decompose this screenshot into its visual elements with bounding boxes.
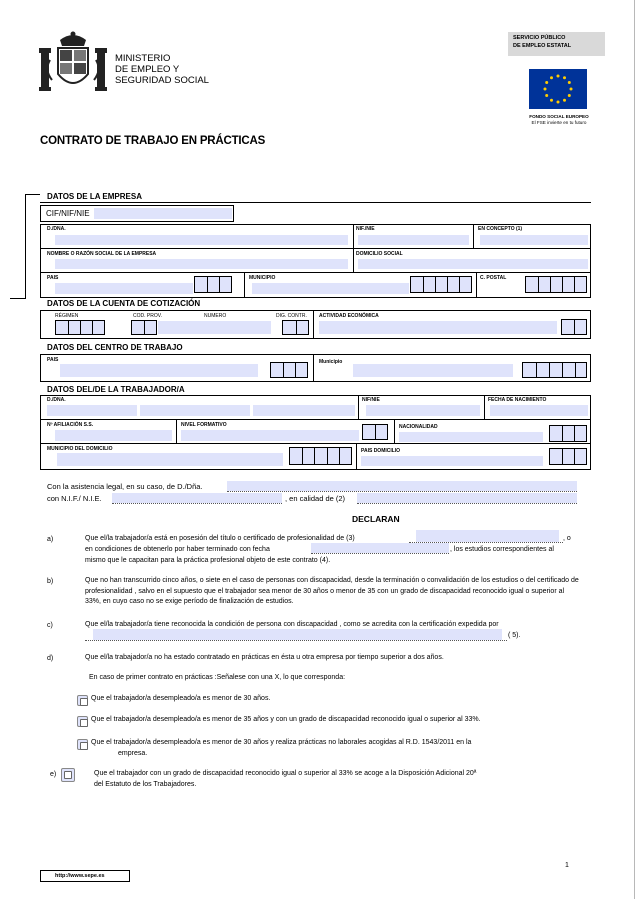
nivel-formativo-label: NIVEL FORMATIVO xyxy=(181,422,227,428)
fecha-nacimiento-label: FECHA DE NACIMIENTO xyxy=(488,397,547,403)
domicilio-social-input[interactable] xyxy=(358,259,588,269)
fecha-terminacion-input[interactable] xyxy=(311,543,449,553)
empresa-nif-label: NIF./NIE xyxy=(356,226,375,232)
empresa-dna-input[interactable] xyxy=(55,235,348,245)
clause-a-line-1-end: , o xyxy=(563,535,571,542)
nacionalidad-label: NACIONALIDAD xyxy=(399,424,438,430)
clause-a-line-2: en condiciones de obtenerlo por haber terminado con fecha xyxy=(85,546,270,553)
empresa-pais-code[interactable] xyxy=(194,276,232,293)
municipio-domicilio-code[interactable] xyxy=(289,447,352,465)
nivel-formativo-input[interactable] xyxy=(181,430,359,441)
cif-input[interactable] xyxy=(94,208,232,219)
centro-municipio-input[interactable] xyxy=(353,364,513,377)
page-number: 1 xyxy=(565,862,569,869)
clause-a-line-2-end: , los estudios correspondientes al xyxy=(450,546,554,553)
option-2-label: Que el trabajador/a desempleado/a es menor de 35 años y con un grado de discapacidad reconocido igual o superior al 33%. xyxy=(91,716,481,723)
c-postal-input[interactable] xyxy=(525,276,587,293)
empresa-municipio-input[interactable] xyxy=(252,283,409,294)
centro-municipio-code[interactable] xyxy=(522,362,587,378)
option-3-checkbox[interactable] xyxy=(77,739,88,750)
regimen-input[interactable] xyxy=(55,320,105,335)
dig-contr-label: DIG. CONTR. xyxy=(276,313,307,319)
ministry-line-2: DE EMPLEO Y xyxy=(115,64,180,75)
afiliacion-label: Nº AFILIACIÓN S.S. xyxy=(47,422,94,428)
afiliacion-input[interactable] xyxy=(55,430,172,441)
clause-d-text: Que el/la trabajador/a no ha estado contratado en prácticas en ésta u otra empresa por tiempo superior a dos años. xyxy=(85,654,444,661)
nacionalidad-input[interactable] xyxy=(399,432,543,442)
pais-domicilio-label: PAIS DOMICILIO xyxy=(361,448,401,454)
clause-c-line-1: Que el/la trabajador/a tiene reconocida la condición de persona con discapacidad , como se acredita con la certificación expedida por xyxy=(85,621,499,628)
clause-e-line-1: Que el trabajador con un grado de discapacidad reconocido igual o superior al 33% se acoge a la Disposición Adicional 20ª xyxy=(94,770,477,777)
trabajador-heading: DATOS DEL/DE LA TRABAJADOR/A xyxy=(47,385,185,394)
clause-d-letter: d) xyxy=(47,655,54,662)
fse-line-2: El FSE invierte en tu futuro xyxy=(531,120,587,125)
option-2-checkbox[interactable] xyxy=(77,716,88,727)
clause-a-letter: a) xyxy=(47,536,54,543)
clause-c-letter: c) xyxy=(47,622,53,629)
en-concepto-label: EN CONCEPTO (1) xyxy=(478,226,523,232)
pais-domicilio-input[interactable] xyxy=(361,456,543,466)
municipio-domicilio-label: MUNICIPIO DEL DOMICILIO xyxy=(47,446,113,452)
trabajador-nif-label: NIF/NIE xyxy=(362,397,380,403)
clause-d-first: En caso de primer contrato en prácticas :Señalese con una X, lo que corresponda: xyxy=(89,674,346,681)
ministry-line-1: MINISTERIO xyxy=(115,53,171,64)
fecha-nacimiento-input[interactable] xyxy=(490,405,588,416)
centro-pais-input[interactable] xyxy=(60,364,258,377)
trabajador-nombre-input[interactable] xyxy=(47,405,137,416)
razon-social-label: NOMBRE O RAZÓN SOCIAL DE LA EMPRESA xyxy=(47,251,157,257)
pais-domicilio-code[interactable] xyxy=(549,448,587,465)
option-1-checkbox[interactable] xyxy=(77,695,88,706)
clause-e-letter: e) xyxy=(50,771,57,778)
empresa-municipio-code[interactable] xyxy=(410,276,472,293)
sepe-line-1: SERVICIO PÚBLICO xyxy=(513,35,566,41)
asistencia-line-2b: , en calidad de (2) xyxy=(285,494,346,503)
asistente-nombre-input[interactable] xyxy=(227,481,577,491)
domicilio-social-label: DOMICILIO SOCIAL xyxy=(356,251,403,257)
empresa-municipio-label: MUNICIPIO xyxy=(249,275,276,281)
actividad-code[interactable] xyxy=(561,319,587,335)
clause-b-letter: b) xyxy=(47,578,54,585)
option-e-checkbox[interactable] xyxy=(61,768,75,782)
asistente-nif-input[interactable] xyxy=(112,493,282,503)
sepe-badge xyxy=(508,32,605,56)
clause-a-line-3: mismo que le capacitan para la práctica profesional objeto de este contrato (4). xyxy=(85,557,331,564)
empresa-dna-label: D./DNA. xyxy=(47,226,66,232)
empresa-pais-label: PAIS xyxy=(47,275,59,281)
municipio-domicilio-input[interactable] xyxy=(57,453,283,466)
trabajador-apellido1-input[interactable] xyxy=(140,405,250,416)
dig-contr-input[interactable] xyxy=(282,320,309,335)
option-3-line-1: Que el trabajador/a desempleado/a es menor de 30 años y realiza prácticas no laborales acogidas al R.D. 1543/2011 en la xyxy=(91,739,472,746)
certificacion-input[interactable] xyxy=(93,629,502,640)
cotizacion-heading: DATOS DE LA CUENTA DE COTIZACIÓN xyxy=(47,299,201,308)
clause-c-line-2-end: ( 5). xyxy=(508,632,521,639)
actividad-input[interactable] xyxy=(319,321,557,334)
en-concepto-input[interactable] xyxy=(480,235,588,245)
cod-prov-input[interactable] xyxy=(131,320,157,335)
cod-prov-label: COD. PROV. xyxy=(133,313,162,319)
ministry-line-3: SEGURIDAD SOCIAL xyxy=(115,75,209,86)
trabajador-apellido2-input[interactable] xyxy=(253,405,355,416)
titulo-input[interactable] xyxy=(416,530,559,542)
razon-social-input[interactable] xyxy=(55,259,348,269)
centro-pais-label: PAIS xyxy=(47,357,59,363)
eu-flag-icon xyxy=(529,69,587,109)
footer-url-box xyxy=(40,870,130,882)
empresa-heading: DATOS DE LA EMPRESA xyxy=(47,192,142,201)
sepe-line-2: DE EMPLEO ESTATAL xyxy=(513,43,572,49)
regimen-label: RÉGIMEN xyxy=(55,313,79,319)
centro-heading: DATOS DEL CENTRO DE TRABAJO xyxy=(47,343,183,352)
numero-label: NUMERO xyxy=(204,313,227,319)
footer-url[interactable]: http://www.sepe.es xyxy=(55,873,105,879)
asistente-calidad-input[interactable] xyxy=(357,493,577,503)
option-3-line-2: empresa. xyxy=(118,750,148,757)
clause-a-line-1: Que el/la trabajador/a está en posesión del título o certificado de profesionalidad de (3) xyxy=(85,535,355,542)
option-1-label: Que el trabajador/a desempleado/a es menor de 30 años. xyxy=(91,695,271,702)
empresa-nif-input[interactable] xyxy=(358,235,469,245)
trabajador-nif-input[interactable] xyxy=(366,405,480,416)
page-title: CONTRATO DE TRABAJO EN PRÁCTICAS xyxy=(40,135,266,147)
clause-b-text: Que no han transcurrido cinco años, o siete en el caso de personas con discapacidad, desde la terminación o convalidación de los estudios o del certificado de profesionalidad , salvo en el supuesto que el trabajador sea menor de 30 años o menor de 35 con un grado de discapacidad reconocido igual o superior al 33%, en cuyo caso no se exige período de finalización de estudios. xyxy=(85,577,579,605)
c-postal-label: C. POSTAL xyxy=(480,275,507,281)
cif-label: CIF/NIF/NIE xyxy=(46,209,90,218)
trabajador-dna-label: D./DNA. xyxy=(47,397,66,403)
asistencia-line-2a: con N.I.F./ N.I.E. xyxy=(47,494,102,503)
fse-line-1: FONDO SOCIAL EUROPEO xyxy=(529,114,589,119)
centro-pais-code[interactable] xyxy=(270,362,308,378)
nacionalidad-code[interactable] xyxy=(549,425,587,442)
empresa-pais-input[interactable] xyxy=(55,283,193,294)
declaran-heading: DECLARAN xyxy=(352,514,400,524)
nivel-formativo-code[interactable] xyxy=(362,424,388,440)
actividad-label: ACTIVIDAD ECONÓMICA xyxy=(319,313,379,319)
coat-of-arms-icon xyxy=(38,30,108,94)
clause-e-line-2: del Estatuto de los Trabajadores. xyxy=(94,781,197,788)
centro-municipio-label: Municipio xyxy=(319,359,343,365)
asistencia-line-1: Con la asistencia legal, en su caso, de D./Dña. xyxy=(47,482,203,491)
numero-input[interactable] xyxy=(158,321,271,334)
